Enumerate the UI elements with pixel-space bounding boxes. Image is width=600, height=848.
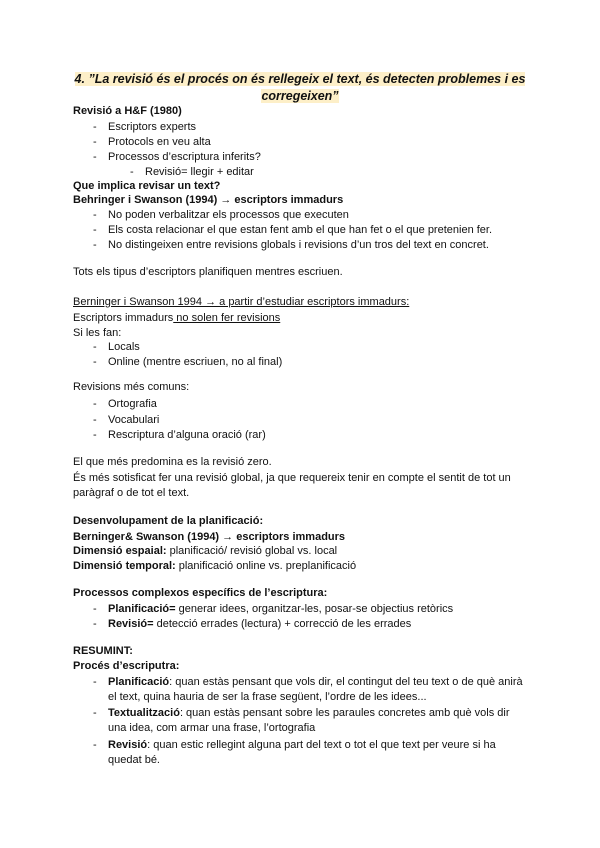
bullet: - [93,414,97,426]
term: Dimensió espaial: [73,545,167,557]
heading: RESUMINT: [73,645,133,657]
list-item [108,738,496,752]
bullet: - [93,707,97,719]
subheading: Berninger& Swanson (1994) → escriptors immadurs [73,531,346,543]
bullet: - [93,739,97,751]
heading: Berninger i Swanson 1994 → a partir d’estudiar escriptors immadurs: [73,296,410,308]
bullet: - [130,166,134,178]
bullet: - [93,136,97,148]
bullet: - [93,341,97,353]
section-title-cont [0,88,600,105]
list-item: Processos d’escriptura inferits? [108,151,261,163]
list-item-cont: el text, quina hauria de ser la frase següent, l’ordre de les idees... [108,691,427,703]
paragraph: És més sotisficat fer una revisió global, ja que requereix tenir en compte el sentit de tot un [73,472,511,484]
bullet: - [93,603,97,615]
definition [73,559,356,573]
heading: Desenvolupament de la planificació: [73,515,264,527]
list-item: Protocols en veu alta [108,136,211,148]
list-item [108,675,523,689]
list-item: Vocabulari [108,414,160,426]
sub-list-item: Revisió= llegir + editar [145,166,254,178]
list-item-cont: una idea, com armar una frase, l’ortografia [108,722,316,734]
title-line: corregeixen” [261,89,339,103]
bullet: - [93,239,97,251]
paragraph: Revisions més comuns: [73,381,190,393]
text: Escriptors immadurs [73,312,174,324]
text: : quan estic rellegint alguna part del text o tot el que text per veure si ha [147,739,496,751]
definition [73,544,337,558]
list-item: Ortografia [108,398,157,410]
list-item [108,617,411,631]
list-item: Rescriptura d’alguna oració (rar) [108,429,266,441]
list-item: Escriptors experts [108,121,197,133]
list-item: Locals [108,341,140,353]
heading: Que implica revisar un text? [73,180,221,192]
paragraph: Tots els tipus d’escriptors planifiquen mentres escriuen. [73,266,343,278]
paragraph: El que més predomina es la revisió zero. [73,456,272,468]
bullet: - [93,429,97,441]
text: : quan estàs pensant que vols dir, el contingut del teu text o de què anirà [169,676,523,688]
title-line: 4. ”La revisió és el procés on és rellegeix el text, és detecten problemes i es [74,72,526,86]
subheading: Procés d’escriputra: [73,660,180,672]
list-item [108,706,510,720]
text: generar idees, organitzar-les, posar-se objectius retòrics [175,603,454,615]
section-title [0,71,600,88]
term: Planificació [108,676,170,688]
text: planificació/ revisió global vs. local [166,545,338,557]
term: Revisió [108,739,148,751]
term: Dimensió temporal: [73,560,176,572]
bullet: - [93,356,97,368]
heading: Processos complexos específics de l’escriptura: [73,587,328,599]
bullet: - [93,398,97,410]
text: : quan estàs pensant sobre les paraules concretes amb què vols dir [179,707,510,719]
subheading: Behringer i Swanson (1994) → escriptors immadurs [73,194,344,206]
term: Textualització [108,707,180,719]
list-item: Els costa relacionar el que estan fent amb el que han fet o el que pretenien fer. [108,224,493,236]
heading: Revisió a H&F (1980) [73,105,182,117]
bullet: - [93,209,97,221]
list-item-cont: quedat bé. [108,754,160,766]
bullet: - [93,151,97,163]
term: Planificació= [108,603,176,615]
list-item: No distingeixen entre revisions globals i revisions d’un tros del text en concret. [108,239,489,251]
bullet: - [93,676,97,688]
paragraph [73,311,280,325]
list-item [108,602,453,616]
paragraph: paràgraf o de tot el text. [73,487,190,499]
text: detecció errades (lectura) + correcció de les errades [153,618,412,630]
paragraph: Si les fan: [73,327,122,339]
underlined-text: no solen fer revisions [173,312,281,324]
bullet: - [93,224,97,236]
bullet: - [93,618,97,630]
list-item: Online (mentre escriuen, no al final) [108,356,283,368]
text: planificació online vs. preplanificació [175,560,357,572]
term: Revisió= [108,618,154,630]
list-item: No poden verbalitzar els processos que executen [108,209,349,221]
bullet: - [93,121,97,133]
